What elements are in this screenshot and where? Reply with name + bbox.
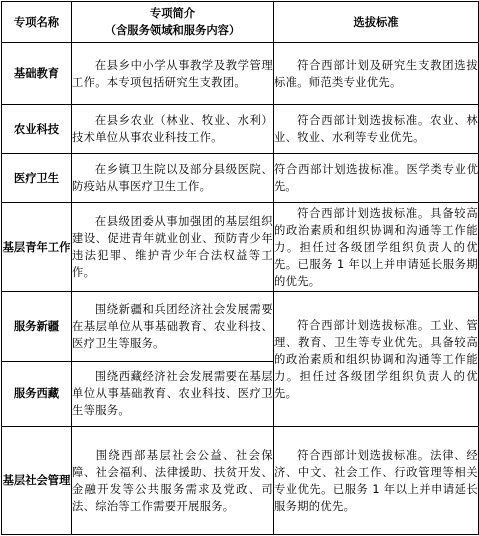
- selection-criteria-cell: [274, 154, 479, 203]
- program-intro-cell: [72, 104, 274, 154]
- table-row: [2, 292, 479, 361]
- selection-criteria-cell: [274, 292, 479, 427]
- program-name: 农业科技: [2, 104, 72, 154]
- table-header-row: [2, 2, 479, 43]
- program-name: 基础教育: [2, 43, 72, 104]
- program-intro: 在县乡农业（林业、牧业、水利）技术单位从事农业科技工作。: [72, 114, 273, 145]
- header-program-name: 专项名称: [2, 2, 72, 43]
- selection-criteria: 符合西部计划选拔标准。法律、经济、中文、社会工作、行政管理等相关专业优先。已服务 1 年以上并申请延长服务期的优先。: [274, 448, 478, 513]
- selection-criteria: 符合西部计划选拔标准。工业、管理、教育、卫生等专业优先。具备较高的政治素质和组织协调和沟通等工作能力。担任过各级团学组织负责人的优先。: [274, 318, 478, 400]
- program-intro-cell: [72, 361, 274, 426]
- table-row: [2, 427, 479, 535]
- program-intro: 在县级团委从事加强团的基层组织建设、促进青年就业创业、预防青少年违法犯罪、维护青少年合法权益等工作。: [72, 215, 273, 280]
- program-name: 医疗卫生: [2, 154, 72, 203]
- volunteer-program-table: [1, 1, 479, 535]
- program-name: 服务新疆: [2, 292, 72, 361]
- program-intro: 围绕西藏经济社会发展需要在基层单位从事基础教育、农业科技、医疗卫生等服务。: [72, 370, 273, 418]
- program-name: 基层青年工作: [2, 203, 72, 292]
- header-selection-criteria: 选拔标准: [274, 2, 479, 43]
- selection-criteria-cell: [274, 104, 479, 154]
- program-intro: 在县乡中小学从事教学及教学管理工作。本专项包括研究生支教团。: [72, 58, 273, 89]
- table-row: [2, 203, 479, 292]
- header-intro-subtitle: （含服务领域和服务内容）: [104, 24, 241, 38]
- header-intro-title: 专项简介: [149, 7, 196, 21]
- selection-criteria: 符合西部计划选拔标准。医学类专业优先。: [274, 163, 478, 194]
- program-name: 服务西藏: [2, 361, 72, 426]
- selection-criteria: 符合西部计划选拔标准。农业、林业、牧业、水利等专业优先。: [274, 114, 478, 145]
- selection-criteria-cell: [274, 427, 479, 535]
- program-name: 基层社会管理: [2, 427, 72, 535]
- header-program-intro: [72, 2, 274, 43]
- selection-criteria-cell: [274, 203, 479, 292]
- program-intro: 围绕西部基层社会公益、社会保障、社会福利、法律援助、扶贫开发、金融开发等公共服务需求及党政、司法、综治等工作需要开展服务。: [72, 448, 273, 513]
- program-intro: 在乡镇卫生院以及部分县级医院、防疫站从事医疗卫生工作。: [72, 163, 273, 194]
- table-row: [2, 43, 479, 104]
- program-intro: 围绕新疆和兵团经济社会发展需要在基层单位从事基础教育、农业科技、医疗卫生等服务。: [72, 303, 273, 351]
- selection-criteria-cell: [274, 43, 479, 104]
- table-row: [2, 154, 479, 203]
- program-intro-cell: [72, 43, 274, 104]
- selection-criteria: 符合西部计划选拔标准。具备较高的政治素质和组织协调和沟通等工作能力。担任过各级团学组织负责人的优先。已服务 1 年以上并申请延长服务期的优先。: [274, 206, 478, 288]
- selection-criteria: 符合西部计划及研究生支教团选拔标准。师范类专业优先。: [274, 58, 478, 89]
- table-row: [2, 104, 479, 154]
- program-intro-cell: [72, 292, 274, 361]
- program-intro-cell: [72, 427, 274, 535]
- program-intro-cell: [72, 203, 274, 292]
- program-intro-cell: [72, 154, 274, 203]
